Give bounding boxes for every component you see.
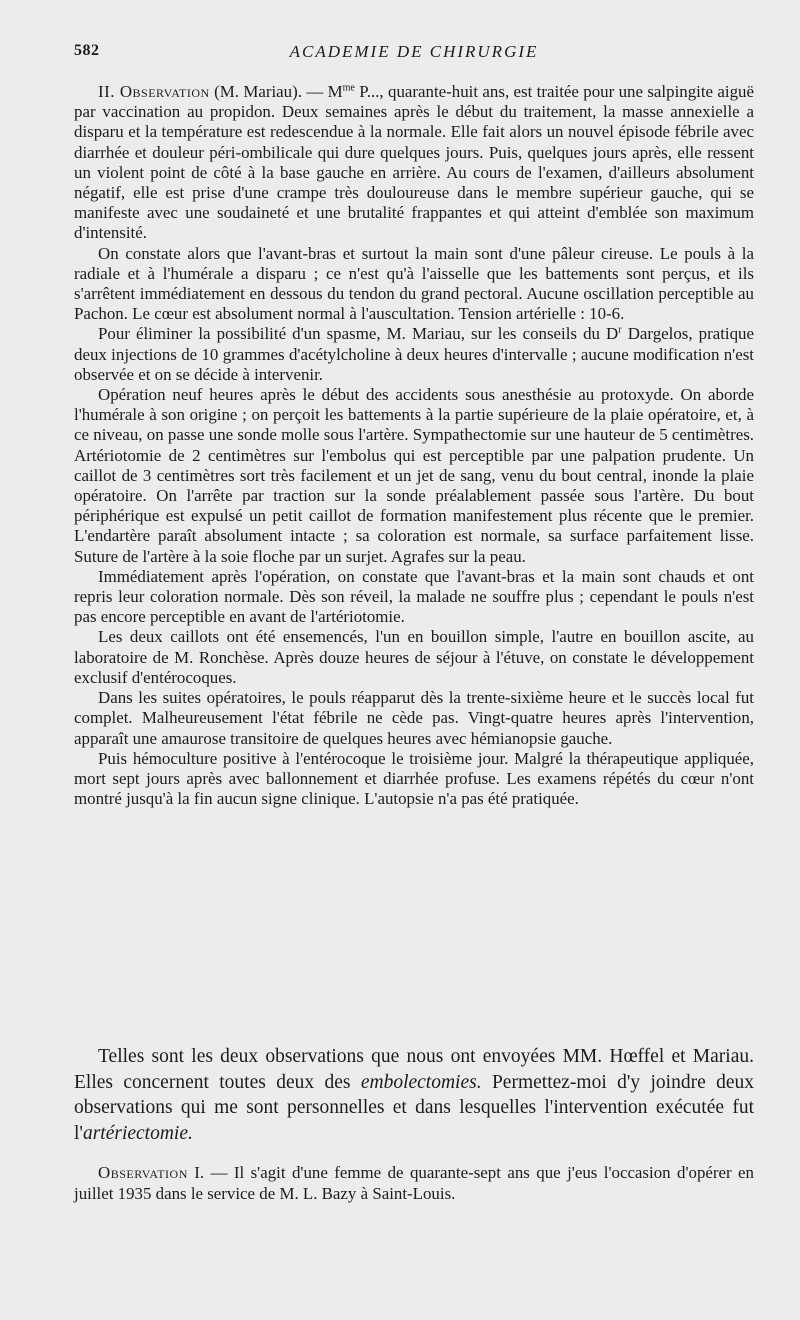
observation-i-section (74, 1163, 754, 1204)
commentary-section (74, 1044, 754, 1146)
commentary-emphasis-arteriectomie: artériectomie. (82, 1122, 193, 1144)
observation-ii-paragraph-8: Puis hémoculture positive à l'entérocoque le troisième jour. Malgré la thérapeutique appliquée, mort sept jours après avec ballonnement et diarrhée profuse. Les examens répétés du cœur n'ont montré jusqu'à la fin aucun signe clinique. L'autopsie n'a pas été pratiquée. (74, 748, 754, 809)
superscript-me: me (342, 82, 355, 94)
observation-i-text: I. — Il s'agit d'une femme de quarante-sept ans que j'eus l'occasion d'opérer en juillet 1935 dans le service de M. L. Bazy à Saint-Louis. (74, 1163, 754, 1203)
observation-ii-paragraph-4: Opération neuf heures après le début des accidents sous anesthésie au protoxyde. On aborde l'humérale à son origine ; on perçoit les battements à la partie supérieure de la plaie opératoire, et, à ce niveau, on passe une sonde molle sous l'artère. Sympathectomie sur une hauteur de 5 centimètres. Artériotomie de 2 centimètres sur l'embolus qui est perceptible par une palpation prudente. Un caillot de 3 centimètres sort très facilement et un jet de sang, venu du bout central, inonde la plaie opératoire. On l'arrête par traction sur la sonde préalablement passée sous l'artère. Du bout périphérique est expulsé un petit caillot de formation manifestement plus récente que le premier. L'endartère paraît absolument intacte ; sa coloration est normale, sa surface parfaitement lisse. Suture de l'artère à la soie floche par un surjet. Agrafes sur la peau. (74, 385, 754, 566)
observation-ii-paragraph-6: Les deux caillots ont été ensemencés, l'un en bouillon simple, l'autre en bouillon ascite, au laboratoire de M. Ronchèse. Après douze heures de séjour à l'étuve, on constate le développement exclusif d'entérocoques. (74, 627, 754, 687)
page-number: 582 (74, 42, 100, 59)
observation-ii-heading: II. Observation (98, 82, 210, 101)
observation-ii-paragraph-5: Immédiatement après l'opération, on constate que l'avant-bras et la main sont chauds et ont repris leur coloration normale. Dès son réveil, la malade ne souffre plus ; cependant le pouls n'est pas encore perceptible en avant de l'artériotomie. (74, 566, 754, 627)
journal-title: ACADEMIE DE CHIRURGIE (289, 42, 539, 61)
commentary-text-2: Permettez-moi d'y joindre deux observations qui me sont personnelles et dans lesquelles l'intervention exécutée fut l' (74, 1071, 754, 1144)
observation-ii-paragraph-2: On constate alors que l'avant-bras et surtout la main sont d'une pâleur cireuse. Le pouls à la radiale et à l'humérale a disparu ; ce n'est qu'à l'aisselle que les battements sont perçus, et ils s'arrêtent immédiatement en dessous du tendon du grand pectoral. Aucune oscillation perceptible au Pachon. Le cœur est absolument normal à l'auscultation. Tension artérielle : 10-6. (74, 243, 754, 324)
p3-text-b: Dargelos, pratique deux injections de 10 grammes d'acétylcholine à deux heures d'intervalle ; aucune modification n'est observée et on se décide à intervenir. (74, 324, 754, 384)
observation-ii-author: (M. Mariau). — M (209, 82, 343, 101)
observation-ii-intro: P..., quarante-huit ans, est traitée pour une salpingite aiguë par vaccination au propidon. Deux semaines après le début du traitement, la masse annexielle a disparu et la température est redescendue à la normale. Elle fait alors un nouvel épisode fébrile avec diarrhée et douleur péri-ombilicale qui dure quelques jours. Puis, quelques jours après, elle ressent un violent point de côté à la base gauche en arrière. Au cours de l'examen, d'ailleurs absolument négatif, elle est prise d'une crampe très douloureuse dans le membre supérieur gauche, qui se manifeste avec une soudaineté et une brutalité frappantes et qui atteint d'emblée son maximum d'intensité. (74, 82, 754, 243)
observation-ii-section (74, 82, 754, 809)
superscript-r: r (618, 324, 622, 336)
observation-i-heading: Observation (98, 1163, 188, 1182)
observation-ii-paragraph-1 (74, 82, 754, 244)
observation-i-paragraph (74, 1163, 754, 1204)
observation-ii-paragraph-7: Dans les suites opératoires, le pouls réapparut dès la trente-sixième heure et le succès local fut complet. Malheureusement l'état fébrile ne cède pas. Vingt-quatre heures après l'intervention, apparaît une amaurose transitoire de quelques heures avec hémianopsie gauche. (74, 688, 754, 748)
commentary-emphasis-embolectomies: embolectomies. (360, 1071, 482, 1093)
observation-ii-paragraph-3 (74, 324, 754, 385)
p3-text-a: Pour éliminer la possibilité d'un spasme, M. Mariau, sur les conseils du D (98, 324, 619, 344)
running-head (74, 42, 754, 66)
commentary-paragraph (74, 1044, 754, 1146)
commentary-text-1: Telles sont les deux observations que nous ont envoyées MM. Hœffel et Mariau. Elles concernent toutes deux des (74, 1046, 754, 1093)
